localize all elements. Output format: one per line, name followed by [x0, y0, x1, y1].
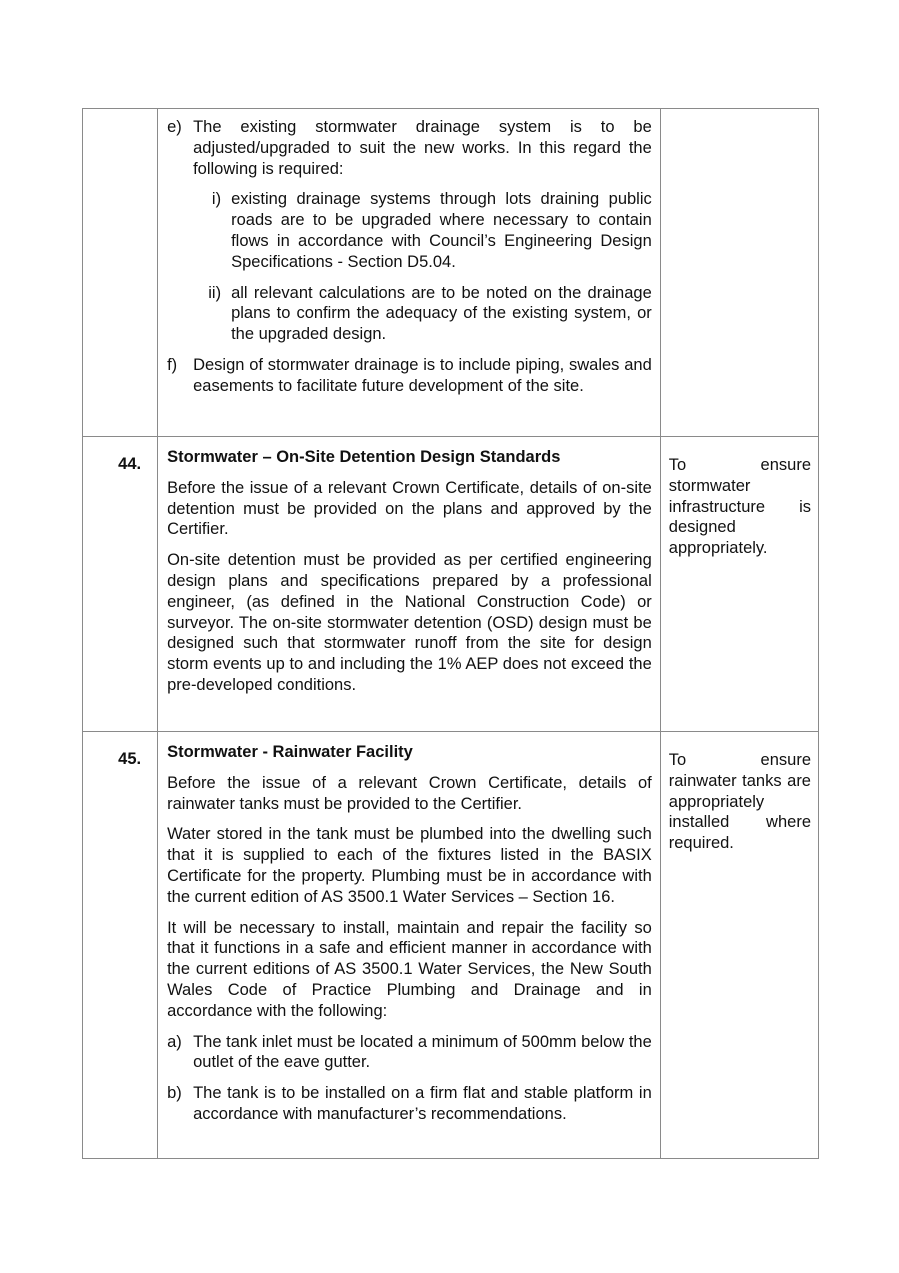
sub-item-label: ii): [208, 283, 222, 302]
item-label: f): [167, 355, 178, 374]
item-text: The existing stormwater drainage system is to be adjusted/upgraded to suit the new works. In this regard the following is required:: [193, 118, 652, 178]
condition-title: Stormwater - Rainwater Facility: [167, 743, 413, 761]
condition-paragraph: It will be necessary to install, maintain and repair the facility so that it functions in a safe and efficient manner in accordance with the current editions of AS 3500.1 Water Services, the New South Wales Code of Practice Plumbing and Drainage and in accordance with the following:: [167, 918, 652, 1020]
table-row-44: [83, 437, 819, 732]
sub-item-label: i): [211, 190, 222, 209]
item-text: Design of stormwater drainage is to include piping, swales and easements to facilitate future development of the site.: [193, 355, 652, 395]
item-text: The tank is to be installed on a firm flat and stable platform in accordance with manufacturer’s recommendations.: [193, 1084, 652, 1123]
item-text: The tank inlet must be located a minimum of 500mm below the outlet of the eave gutter.: [193, 1032, 652, 1072]
condition-number-cell: [83, 109, 158, 437]
condition-title: Stormwater – On-Site Detention Design Standards: [167, 448, 561, 466]
table-row-continued: [83, 109, 819, 437]
sub-item-text: existing drainage systems through lots draining public roads are to be upgraded where necessary to contain flows in accordance with Council’s Engineering Design Specifications - Section D5.04.: [231, 190, 652, 271]
condition-reason: To ensure stormwater infrastructure is designed appropriately.: [660, 437, 818, 732]
list-item-e: [167, 117, 652, 179]
condition-content-cell: [158, 437, 661, 732]
condition-reason: To ensure rainwater tanks are appropriately installed where required.: [660, 732, 818, 1159]
condition-paragraph: Before the issue of a relevant Crown Certificate, details of rainwater tanks must be provided to the Certifier.: [167, 773, 652, 813]
condition-content-cell: [158, 109, 661, 437]
condition-paragraph: Before the issue of a relevant Crown Certificate, details of on-site detention must be provided on the plans and approved by the Certifier.: [167, 478, 652, 539]
condition-content-cell: [158, 732, 661, 1159]
condition-number: 44.: [83, 437, 158, 732]
sub-item-ii: [193, 283, 652, 345]
sub-item-i: [193, 189, 652, 272]
list-item-a: [167, 1032, 652, 1074]
list-item-f: [167, 355, 652, 397]
sub-item-text: all relevant calculations are to be noted on the drainage plans to confirm the adequacy of the existing system, or the upgraded design.: [231, 283, 652, 344]
condition-number: 45.: [83, 732, 158, 1159]
item-label: a): [167, 1032, 182, 1051]
reason-cell: [660, 109, 818, 437]
table-row-45: [83, 732, 819, 1159]
list-item-b: [167, 1083, 652, 1125]
condition-paragraph: On-site detention must be provided as per certified engineering design plans and specifications prepared by a professional engineer, (as defined in the National Construction Code) or surveyor. The on-site stormwater detention (OSD) design must be designed such that stormwater runoff from the site for design storm events up to and including the 1% AEP does not exceed the pre-developed conditions.: [167, 551, 652, 694]
conditions-table: [82, 108, 819, 1159]
condition-paragraph: Water stored in the tank must be plumbed into the dwelling such that it is supplied to each of the fixtures listed in the BASIX Certificate for the property. Plumbing must be in accordance with the current edition of AS 3500.1 Water Services – Section 16.: [167, 825, 652, 906]
item-label: e): [167, 118, 182, 136]
item-label: b): [167, 1084, 182, 1103]
